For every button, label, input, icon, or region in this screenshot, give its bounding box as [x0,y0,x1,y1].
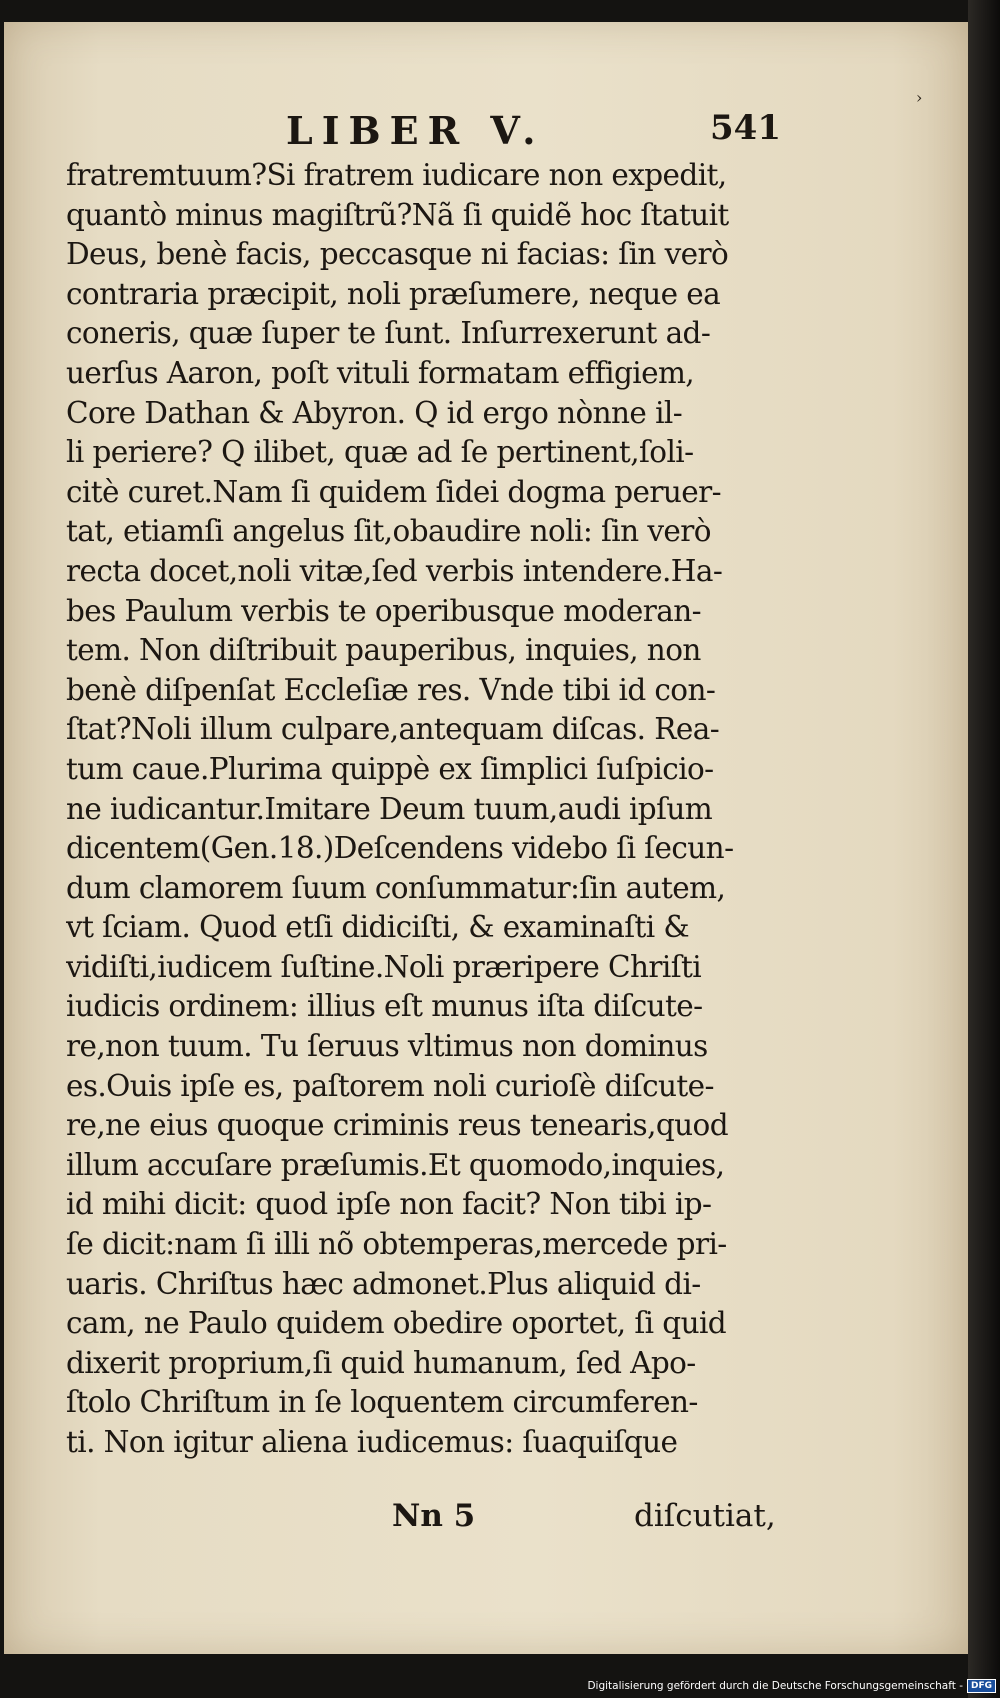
text-line: uerſus Aaron, poſt vituli formatam effigiem, [66,355,695,390]
text-line: tat, etiamſi angelus ſit,obaudire noli: ſin verò [66,514,711,549]
text-line: coneris, quæ ſuper te ſunt. Inſurrexerunt ad- [66,316,711,351]
text-line: ſe dicit:nam ſi illi nõ obtemperas,mercede pri- [66,1227,727,1262]
running-title: LIBER V. [286,108,545,153]
text-line: vidiſti,iudicem ſuſtine.Noli præripere Chriſti [66,949,702,984]
digitization-attribution [587,1677,996,1695]
text-line: uaris. Chriſtus hæc admonet.Plus aliquid di- [66,1266,701,1301]
text-line: ſtolo Chriſtum in ſe loquentem circumferen- [66,1385,698,1420]
text-line: re,non tuum. Tu ſeruus vltimus non dominus [66,1029,708,1064]
text-line: Deus, benè facis, peccasque ni facias: ſin verò [66,237,729,272]
text-line: dixerit proprium,ſi quid humanum, ſed Apo- [66,1345,696,1380]
book-spine-edge [968,0,1000,1698]
page-number: 541 [710,108,781,148]
text-line: Core Dathan & Abyron. Q id ergo nònne il- [66,395,683,430]
page-header [4,108,970,156]
text-line: ne iudicantur.Imitare Deum tuum,audi ipſum [66,791,713,826]
text-line: quantò minus magiſtrũ?Nã ſi quidẽ hoc ſtatuit [66,197,729,232]
text-line: bes Paulum verbis te operibusque moderan- [66,593,702,628]
text-line: dum clamorem ſuum conſummatur:ſin autem, [66,870,726,905]
text-line: tum caue.Plurima quippè ex ſimplici ſuſpicio- [66,751,714,786]
body-text [66,156,796,1463]
text-line: benè diſpenſat Eccleſiæ res. Vnde tibi id con- [66,672,716,707]
text-line: recta docet,noli vitæ,ſed verbis intendere.Ha- [66,553,723,588]
text-line: citè curet.Nam ſi quidem ſidei dogma peruer- [66,474,721,509]
text-line: ti. Non igitur aliena iudicemus: ſuaquiſque [66,1425,678,1459]
text-line: li periere? Q ilibet, quæ ad ſe pertinent,ſoli- [66,435,694,470]
text-line: fratremtuum?Si fratrem iudicare non expedit, [66,158,727,192]
text-line: vt ſciam. Quod etſi didiciſti, & examinaſti & [66,910,690,945]
text-line: contraria præcipit, noli præſumere, neque ea [66,276,721,311]
text-line: re,ne eius quoque criminis reus tenearis,quod [66,1108,728,1143]
dfg-logo-icon: DFG [967,1679,996,1693]
attribution-text: Digitalisierung gefördert durch die Deutsche Forschungsgemeinschaft - [587,1680,963,1692]
book-page [4,22,970,1654]
text-line: iudicis ordinem: illius eſt munus iſta diſcute- [66,989,703,1024]
corner-mark: › [916,88,923,107]
text-line: ſtat?Noli illum culpare,antequam diſcas. Rea- [66,712,720,747]
text-line: tem. Non diſtribuit pauperibus, inquies, non [66,633,701,668]
text-line: dicentem(Gen.18.)Deſcendens videbo ſi ſecun- [66,831,734,866]
catchword: diſcutiat, [634,1498,776,1534]
signature-mark: Nn 5 [392,1498,476,1534]
text-line: cam, ne Paulo quidem obedire oportet, ſi quid [66,1306,727,1341]
text-line: illum accuſare præſumis.Et quomodo,inquies, [66,1147,725,1182]
text-line: es.Ouis ipſe es, paſtorem noli curioſè diſcute- [66,1068,714,1103]
text-line: id mihi dicit: quod ipſe non facit? Non tibi ip- [66,1187,712,1222]
